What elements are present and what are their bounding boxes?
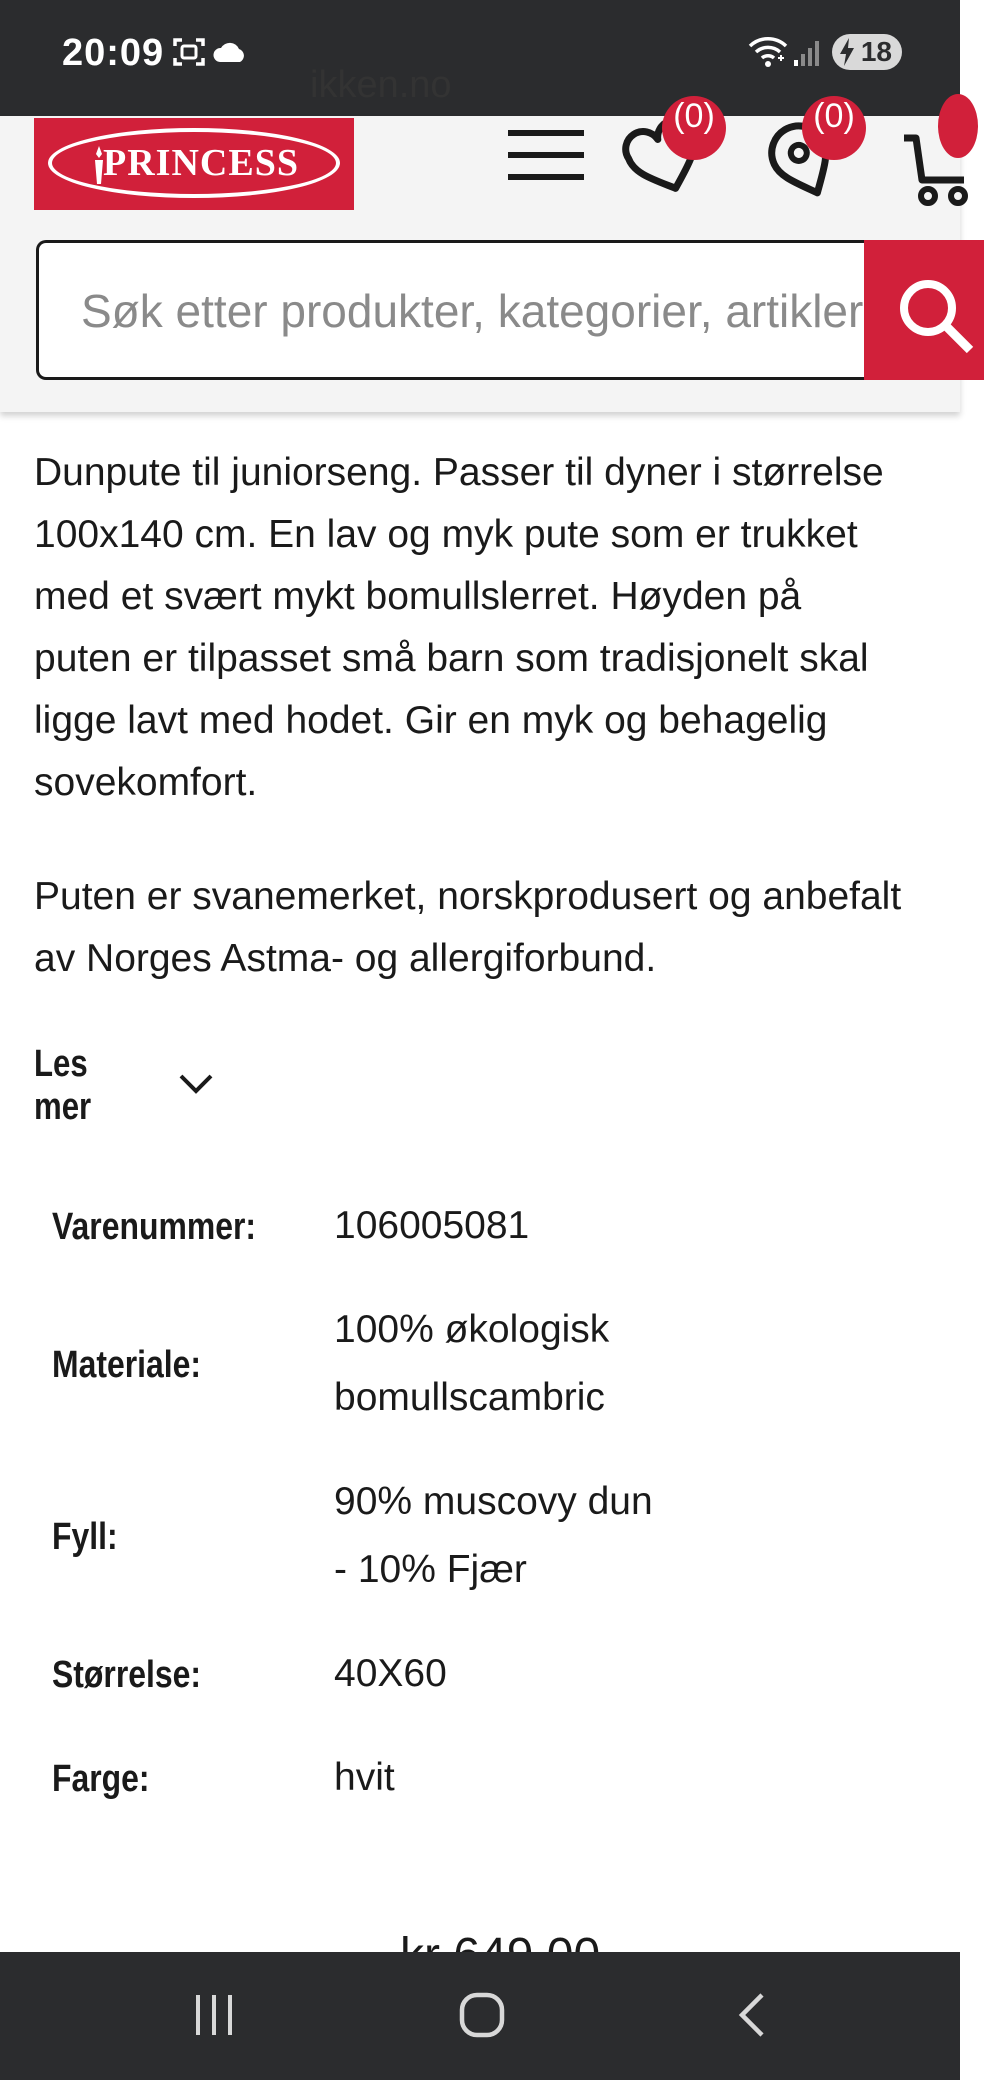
read-more-button[interactable] [34, 1043, 214, 1128]
wifi-icon [748, 34, 788, 73]
spec-value: 100% økologisk [334, 1308, 610, 1351]
wishlist-button[interactable] [622, 97, 742, 216]
hamburger-menu-icon [508, 169, 584, 186]
spec-value: 90% muscovy dun [334, 1480, 653, 1523]
battery-level: 18 [860, 36, 892, 67]
spec-value: - 10% Fjær [334, 1548, 527, 1591]
site-header [0, 64, 960, 412]
spec-label: Fyll: [52, 1516, 118, 1558]
search-icon [894, 274, 974, 359]
stores-button[interactable] [764, 97, 884, 216]
search-input[interactable] [81, 273, 901, 349]
recent-apps-icon [192, 1993, 236, 2042]
spec-row-color [52, 1744, 932, 1814]
charging-bolt-icon [838, 37, 856, 74]
android-nav-bar [0, 1952, 960, 2080]
spec-value: 106005081 [334, 1204, 530, 1247]
spec-row-item-number [52, 1192, 932, 1262]
description-line: Puten er svanemerket, norskprodusert og anbefalt [34, 875, 902, 918]
description-line: ligge lavt med hodet. Gir en myk og behagelig [34, 699, 828, 742]
signal-icon [792, 38, 822, 73]
logo-oval [48, 128, 340, 198]
spec-value: hvit [334, 1756, 395, 1799]
back-icon [736, 1991, 768, 2044]
wishlist-count-badge: (0) [662, 96, 726, 160]
product-certifications [34, 866, 974, 990]
spec-row-material [52, 1296, 932, 1436]
recent-apps-button[interactable] [174, 1982, 254, 2052]
spec-label: Varenummer: [52, 1206, 257, 1248]
spec-label: Størrelse: [52, 1654, 202, 1696]
description-line: 100x140 cm. En lav og myk pute som er trukket [34, 513, 858, 556]
back-button[interactable] [712, 1982, 792, 2052]
cart-badge [938, 94, 978, 158]
home-icon [458, 1991, 506, 2044]
url-fragment: ikken.no [310, 64, 452, 106]
description-line: Dunpute til juniorseng. Passer til dyner i størrelse [34, 451, 884, 494]
battery-indicator [832, 34, 902, 70]
spec-value: bomullscambric [334, 1376, 605, 1419]
read-more-label: Les mer [34, 1043, 92, 1128]
cloud-icon [212, 40, 248, 69]
logo-text: PRINCESS [103, 142, 299, 184]
spec-label: Materiale: [52, 1344, 202, 1386]
product-description [34, 442, 974, 814]
description-line: med et svært mykt bomullslerret. Høyden på [34, 575, 802, 618]
spec-row-filling [52, 1468, 932, 1608]
description-line: puten er tilpasset små barn som tradisjonelt skal [34, 637, 869, 680]
stores-count-badge: (0) [802, 96, 866, 160]
description-line: av Norges Astma- og allergiforbund. [34, 937, 657, 980]
crown-icon [90, 146, 108, 191]
cart-button[interactable] [898, 122, 960, 212]
menu-button[interactable] [508, 128, 584, 187]
status-time: 20:09 [62, 32, 165, 74]
spec-value: 40X60 [334, 1652, 447, 1695]
chevron-down-icon [178, 1073, 214, 1100]
spec-row-size [52, 1640, 932, 1710]
princess-logo[interactable] [34, 118, 354, 210]
screenshot-icon [172, 36, 206, 73]
search-button[interactable] [864, 240, 984, 380]
spec-label: Farge: [52, 1758, 150, 1800]
search-box [36, 240, 902, 380]
description-line: sovekomfort. [34, 761, 258, 804]
home-button[interactable] [442, 1982, 522, 2052]
